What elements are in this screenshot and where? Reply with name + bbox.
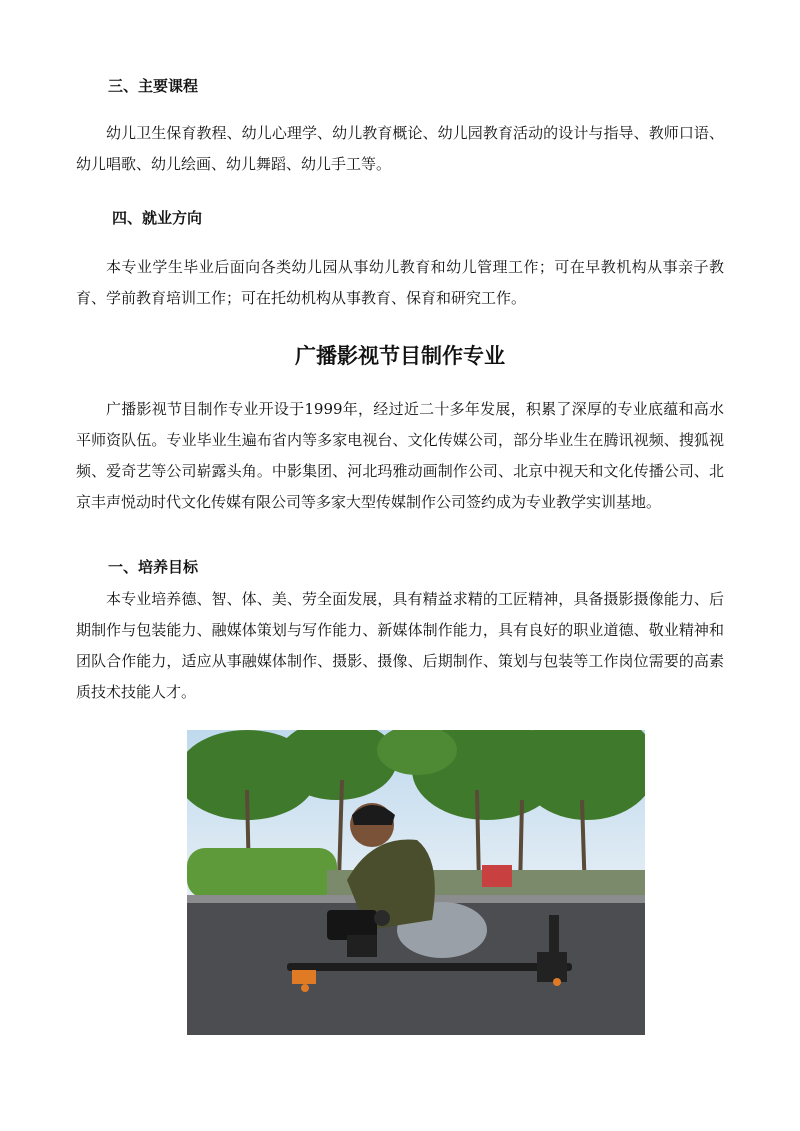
courses-paragraph: 幼儿卫生保育教程、幼儿心理学、幼儿教育概论、幼儿园教育活动的设计与指导、教师口语、幼儿唱歌、幼儿绘画、幼儿舞蹈、幼儿手工等。: [76, 124, 724, 173]
major-intro-paragraph: 广播影视节目制作专业开设于1999年，经过近二十多年发展，积累了深厚的专业底蕴和高水平师资队伍。专业毕业生遍布省内等多家电视台、文化传媒公司，部分毕业生在腾讯视频、搜狐视频、爱奇艺等公司崭露头角。中影集团、河北玛雅动画制作公司、北京中视天和文化传播公司、北京丰声悦动时代文化传媒有限公司等多家大型传媒制作公司签约成为专业教学实训基地。: [76, 400, 724, 511]
section-heading-courses: 三、主要课程: [108, 77, 199, 95]
employment-paragraph: 本专业学生毕业后面向各类幼儿园从事幼儿教育和幼儿管理工作；可在早教机构从事亲子教育、学前教育培训工作；可在托幼机构从事教育、保育和研究工作。: [76, 258, 724, 307]
section-heading-goal: 一、培养目标: [108, 558, 199, 576]
major-title: 广播影视节目制作专业: [295, 344, 505, 368]
section-heading-employment: 四、就业方向: [112, 209, 203, 227]
goal-paragraph: 本专业培养德、智、体、美、劳全面发展，具有精益求精的工匠精神，具备摄影摄像能力、后期制作与包装能力、融媒体策划与写作能力、新媒体制作能力，具有良好的职业道德、敬业精神和团队合作能力，适应从事融媒体制作、摄影、摄像、后期制作、策划与包装等工作岗位需要的高素质技术技能人才。: [76, 590, 724, 701]
photo-camera-slider: [187, 730, 645, 1035]
